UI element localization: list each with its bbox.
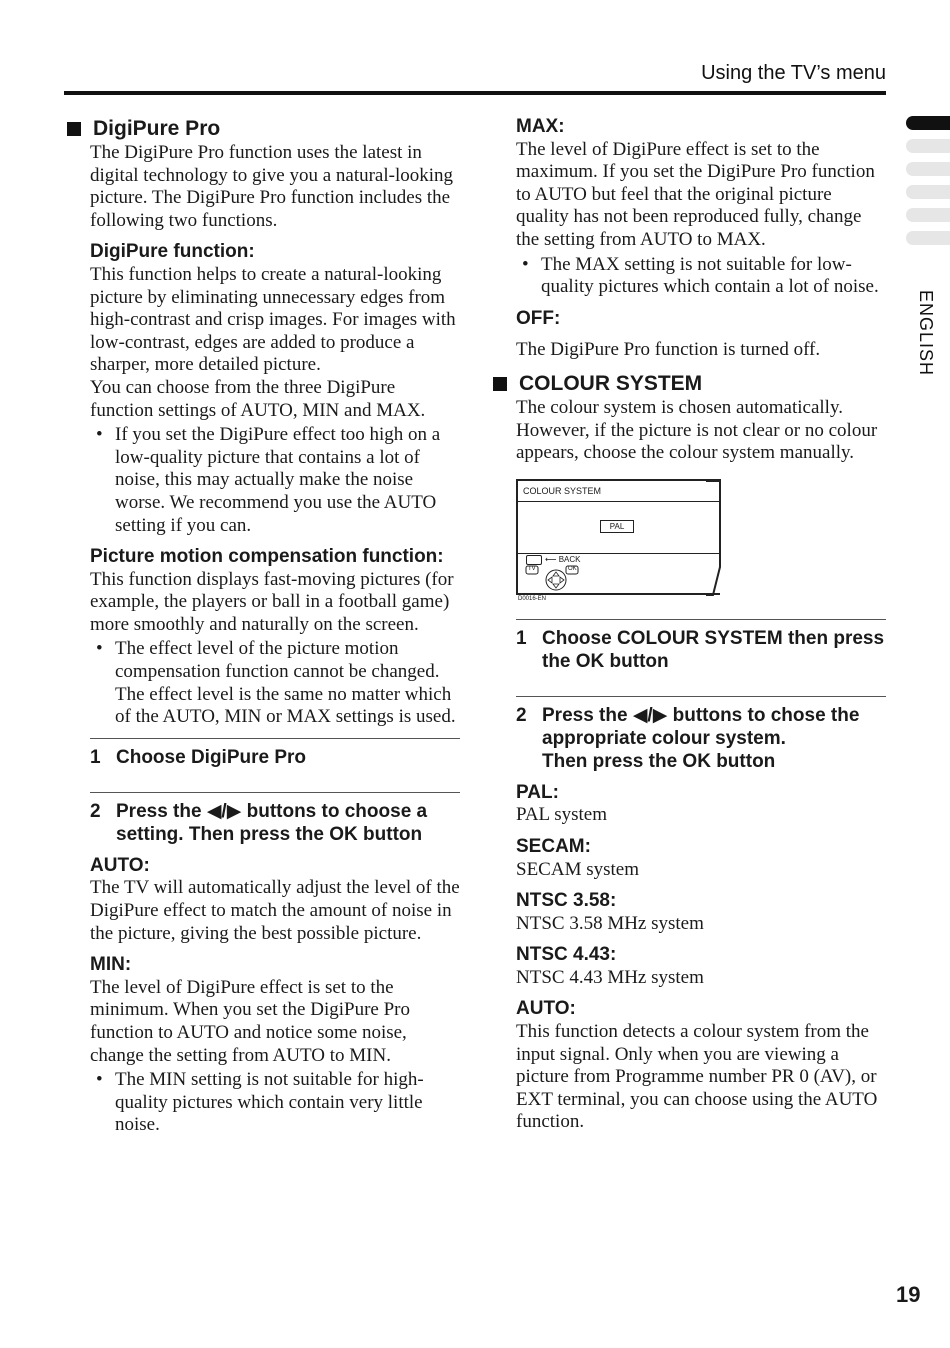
step-number: 2 [90,800,101,822]
colour-title-text: COLOUR SYSTEM [519,371,703,395]
chapter-tab-active [906,116,950,130]
colour-step-1 [516,619,886,673]
step-number: 1 [516,627,527,649]
menu-title: COLOUR SYSTEM [518,481,720,502]
back-key-icon [526,555,542,565]
step-number: 2 [516,704,527,726]
min-note [90,1069,460,1137]
chapter-tab [906,139,950,153]
digipure-section-title [64,116,460,142]
digipure-function-settings: You can choose from the three DigiPure function settings of AUTO, MIN and MAX. [90,376,426,421]
header-rule [64,91,886,95]
pmc-heading: Picture motion compensation function: [90,546,444,568]
chapter-tab [906,208,950,222]
right-column [490,116,886,1134]
tv-key-label: TV [528,565,536,572]
digipure-function-heading: DigiPure function: [90,241,255,263]
menu-value: PAL [600,520,634,533]
colour-system-menu-illustration [516,479,722,609]
pal-heading: PAL: [516,781,559,803]
min-heading: MIN: [90,954,132,976]
step-2 [90,792,460,846]
digipure-note-text: If you set the DigiPure effect too high on a low-quality picture that contains a lot of noise, this may actually make the noise worse. We recommend you use the AUTO setting if you can. [115,424,441,536]
menu-back-hint [526,555,581,565]
ntsc358-text: NTSC 3.58 MHz system [516,912,704,934]
menu-screen-edge [706,479,722,597]
illustration-code: D0016-EN [518,595,547,602]
step-text: Press the ◀/▶ buttons to choose a setting. Then press the OK button [116,800,428,845]
min-note-text: The MIN setting is not suitable for high-quality pictures which contain very little noise. [115,1069,424,1136]
step-text: Choose DigiPure Pro [116,746,307,768]
menu-screen [516,479,720,595]
secam-text: SECAM system [516,858,639,880]
auto-heading: AUTO: [90,854,150,876]
max-heading: MAX: [516,116,565,137]
max-note-text: The MAX setting is not suitable for low-quality pictures which contain a lot of noise. [541,253,879,298]
bullet-icon: • [96,638,103,660]
digipure-function-text: This function helps to create a natural-looking picture by eliminating unnecessary edges from high-contrast and crisp images. For images with low-contrast, edges are added to produce a sharper, more detailed picture. [90,263,456,376]
square-bullet-icon [67,122,81,136]
ntsc443-text: NTSC 4.43 MHz system [516,966,704,988]
digipure-intro: The DigiPure Pro function uses the latest in digital technology to give you a natural-looking picture. The DigiPure Pro function includes the following two functions. [90,142,454,231]
ok-key-label: OK [568,565,577,572]
back-arrow-icon: ⟵ [545,555,559,565]
step-1 [90,738,460,769]
pmc-note-text: The effect level of the picture motion compensation function cannot be changed. The effect level is the same no matter which of the AUTO, MIN or MAX settings is used. [115,638,456,728]
max-text: The level of DigiPure effect is set to the maximum. If you set the DigiPure Pro function to AUTO but feel that the original picture quality has not been reproduced fully, change the setting from AUTO to MAX. [516,138,875,250]
off-text: The DigiPure Pro function is turned off. [516,339,821,361]
min-text: The level of DigiPure effect is set to the minimum. When you set the DigiPure Pro function to AUTO and notice some noise, change the setting from AUTO to MIN. [90,976,410,1066]
chapter-tab [906,185,950,199]
step-text: Press the ◀/▶ buttons to chose the appropriate colour system. [542,704,860,749]
ntsc358-heading: NTSC 3.58: [516,890,617,912]
pal-text: PAL system [516,804,607,826]
auto-text: The TV will automatically adjust the level of the DigiPure effect to match the amount of noise in the picture, giving the best possible picture. [90,877,460,944]
language-label: ENGLISH [916,290,936,377]
max-note [516,254,886,299]
secam-heading: SECAM: [516,835,591,857]
pmc-note [90,638,460,728]
chapter-tab [906,162,950,176]
step-number: 1 [90,746,101,768]
digipure-note [90,424,460,537]
off-heading: OFF: [516,307,561,329]
ntsc443-heading: NTSC 4.43: [516,944,617,966]
pmc-text: This function displays fast-moving pictures (for example, the players or ball in a football game) more smoothly and naturally on the screen. [90,568,454,635]
colour-intro: The colour system is chosen automatically. However, if the picture is not clear or no colour appears, choose the colour system manually. [516,396,878,464]
colour-auto-text: This function detects a colour system from the input signal. Only when you are viewing a picture from Programme number PR 0 (AV), or EXT terminal, you can choose using the AUTO function. [516,1021,878,1133]
step-text-continued: Then press the OK button [542,750,776,772]
bullet-icon: • [522,253,529,275]
colour-step-2 [516,696,886,773]
colour-auto-heading: AUTO: [516,998,576,1020]
chapter-tabs [906,116,950,254]
digipure-title-text: DigiPure Pro [93,117,221,140]
colour-section-title [490,371,886,397]
square-bullet-icon [493,377,507,391]
bullet-icon: • [96,424,103,446]
back-label: BACK [558,555,581,565]
chapter-tab [906,231,950,245]
left-column [64,116,460,1137]
page-number: 19 [896,1282,921,1307]
page-header-title: Using the TV’s menu [701,62,886,84]
bullet-icon: • [96,1069,103,1091]
step-text: Choose COLOUR SYSTEM then press the OK button [542,627,885,672]
